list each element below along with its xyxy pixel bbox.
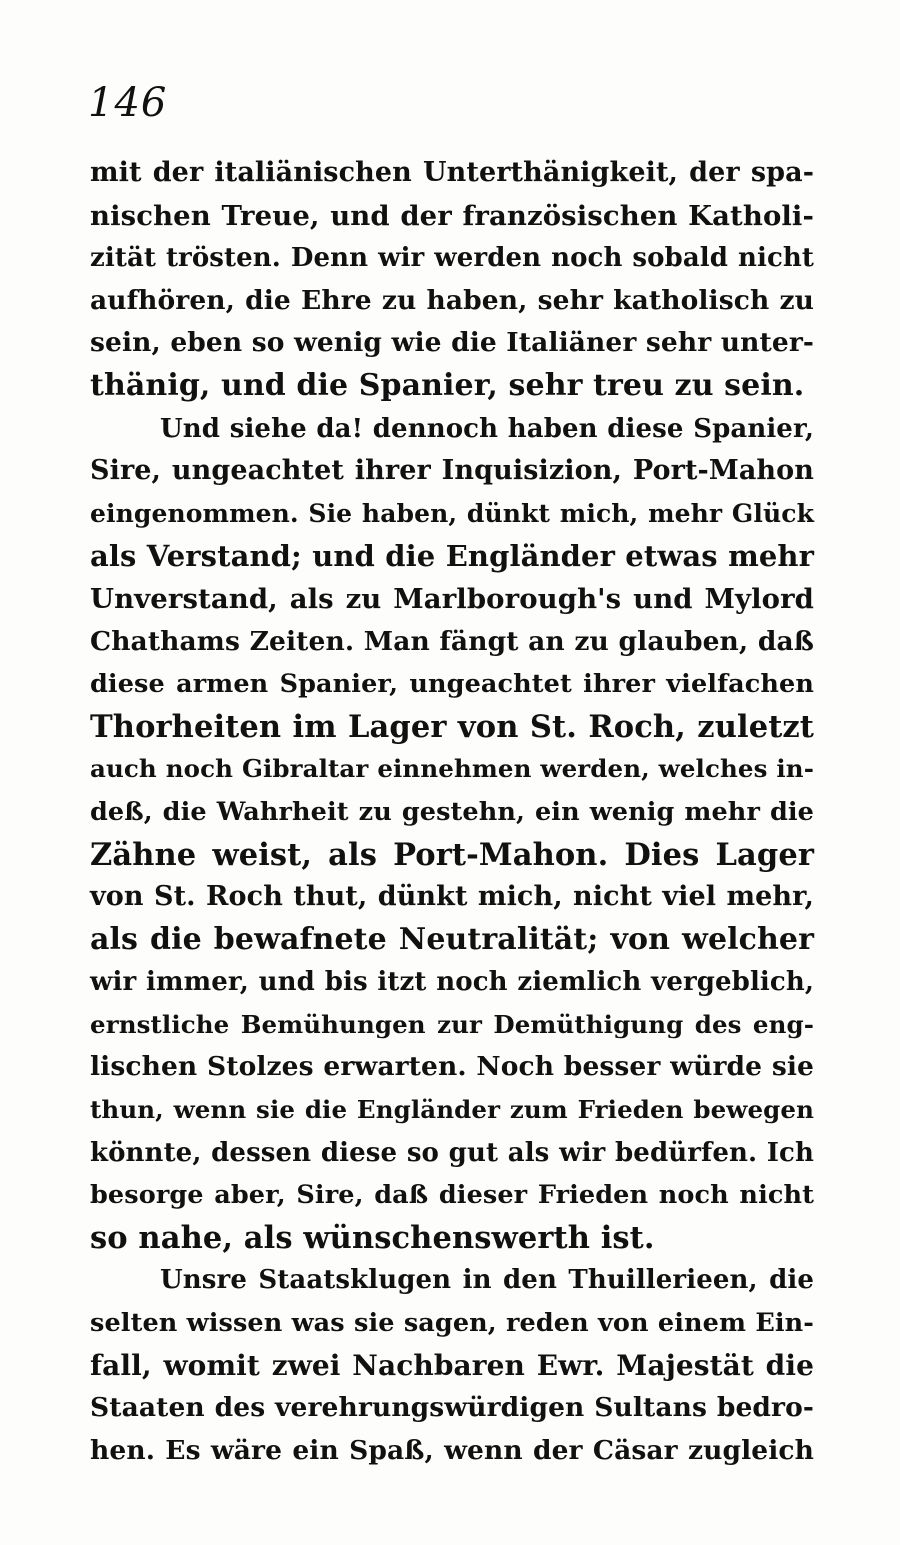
text-line: deß, die Wahrheit zu gestehn, ein wenig mehr die (90, 796, 814, 827)
text-line: Und siehe da! dennoch haben diese Spanier, (160, 413, 814, 444)
text-line: thun, wenn sie die Engländer zum Frieden bewegen (90, 1095, 814, 1125)
text-line: so nahe, als wünschenswerth ist. (90, 1219, 655, 1256)
text-line: eingenommen. Sie haben, dünkt mich, mehr Glück (90, 498, 814, 528)
text-line: Zähne weist, als Port-Mahon. Dies Lager (90, 836, 814, 873)
body-text (90, 152, 814, 1472)
text-line: ernstliche Bemühungen zur Demüthigung des eng- (90, 1009, 814, 1039)
text-line: Sire, ungeachtet ihrer Inquisizion, Port-Mahon (90, 455, 814, 487)
text-line: wir immer, und bis itzt noch ziemlich vergeblich, (90, 967, 814, 998)
text-line: selten wissen was sie sagen, reden von einem Ein- (90, 1308, 814, 1339)
text-line: von St. Roch thut, dünkt mich, nicht viel mehr, (90, 881, 814, 913)
text-line: Thorheiten im Lager von St. Roch, zuletzt (90, 708, 814, 745)
text-line: Unsre Staatsklugen in den Thuillerieen, die (160, 1265, 814, 1296)
text-line: mit der italiänischen Unterthänigkeit, der spa- (90, 157, 814, 188)
text-line: könnte, dessen diese so gut als wir bedürfen. Ich (90, 1137, 814, 1168)
text-line: Staaten des verehrungswürdigen Sultans bedro- (90, 1392, 814, 1424)
text-line: sein, eben so wenig wie die Italiäner sehr unter- (90, 327, 814, 359)
page-number: 146 (88, 80, 168, 126)
text-line: als die bewafnete Neutralität; von welcher (90, 921, 814, 957)
text-line: thänig, und die Spanier, sehr treu zu sein. (90, 367, 805, 403)
text-line: hen. Es wäre ein Spaß, wenn der Cäsar zugleich (90, 1434, 814, 1466)
text-line: fall, womit zwei Nachbaren Ewr. Majestät die (90, 1348, 814, 1382)
text-line: zität trösten. Denn wir werden noch sobald nicht (90, 243, 814, 274)
text-line: diese armen Spanier, ungeachtet ihrer vielfachen (90, 669, 814, 700)
text-line: auch noch Gibraltar einnehmen werden, welches in- (90, 754, 814, 784)
text-line: als Verstand; und die Engländer etwas mehr (90, 539, 814, 574)
text-line: besorge aber, Sire, daß dieser Frieden noch nicht (90, 1180, 814, 1211)
text-line: lischen Stolzes erwarten. Noch besser würde sie (90, 1051, 814, 1083)
text-line: Chathams Zeiten. Man fängt an zu glauben, daß (90, 625, 814, 657)
text-line: Unverstand, als zu Marlborough's und Mylord (90, 582, 814, 615)
text-line: aufhören, die Ehre zu haben, sehr katholisch zu (90, 284, 814, 316)
text-line: nischen Treue, und der französischen Katholi- (90, 199, 814, 232)
